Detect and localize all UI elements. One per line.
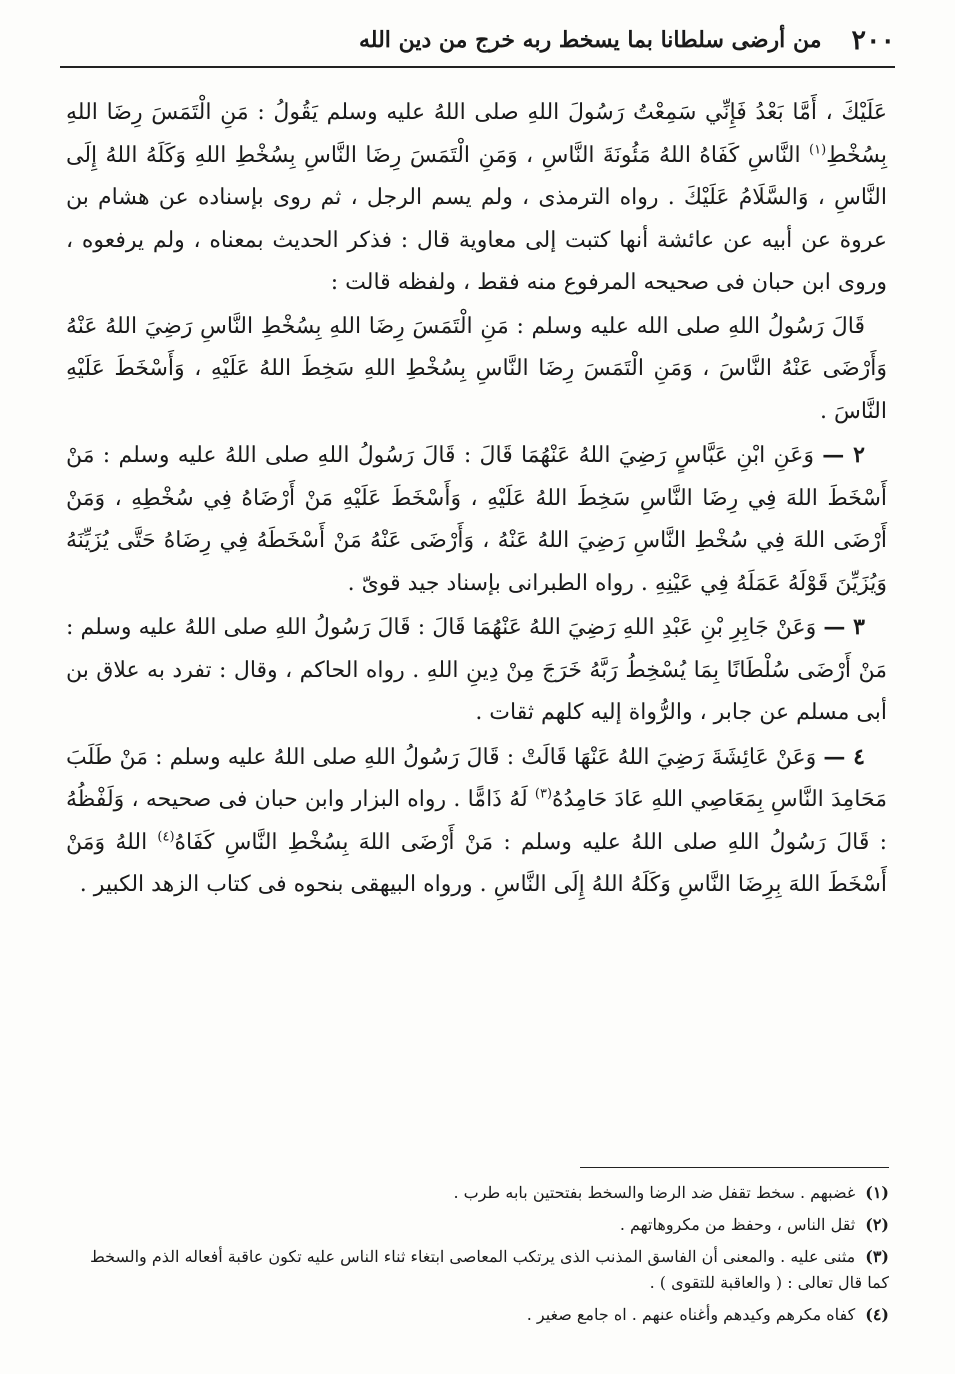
hadith-number: ٣ — [823, 614, 865, 640]
footnote-rule [580, 1167, 889, 1168]
footnote-3 [64, 1244, 889, 1296]
page-header [60, 18, 895, 62]
hadith-text-continued: لَهُ ذَامًّا . رواه البزار وابن حبان فى صحيحه ، وَلَفْظُهُ : قَالَ رَسُولُ اللهِ صلى اللهُ عليه وسلم : مَنْ أَرْضَى اللهَ بِسُخْطِ النَّاسِ كَفَاهُ [66, 787, 887, 855]
footnote-number: (٤) [865, 1305, 889, 1324]
footnote-ref-1[interactable]: (١) [809, 142, 827, 158]
header-rule [60, 66, 895, 68]
hadith-text: وَعَنْ جَابِرِ بْنِ عَبْدِ اللهِ رَضِيَ اللهُ عَنْهُمَا قَالَ : قَالَ رَسُولُ اللهِ صلى اللهُ عليه وسلم : مَنْ أَرْضَى سُلْطَانًا بِمَا يُسْخِطُ رَبَّهُ خَرَجَ مِنْ دِينِ اللهِ . رواه الحاكم ، وقال : تفرد به علاق بن أبى مسلم عن جابر ، والرُّواة إليه كلهم ثقات . [66, 615, 887, 725]
paragraph-intro [66, 92, 887, 305]
hadith-text: وَعَنِ ابْنِ عَبَّاسٍ رَضِيَ اللهُ عَنْهُمَا قَالَ : قَالَ رَسُولُ اللهِ صلى اللهُ عليه وسلم : مَنْ أَسْخَطَ اللهَ فِي رِضَا النَّاسِ سَخِطَ اللهُ عَلَيْهِ ، وَأَسْخَطَ عَلَيْهِ مَنْ أَرْضَاهُ فِي سُخْطِهِ ، وَمَنْ أَرْضَى اللهَ فِي سُخْطِ النَّاسِ رَضِيَ اللهُ عَنْهُ ، وَأَرْضَى عَنْهُ مَنْ أَسْخَطَهُ فِي رِضَاهُ حَتَّى يُزَيِّنَهُ وَيُزَيِّنَ قَوْلَهُ عَمَلَهُ فِي عَيْنِهِ . رواه الطبرانى بإسناد جيد قوىّ . [66, 443, 887, 596]
paragraph-ibn-hibban [66, 306, 887, 434]
hadith-text-end: اللهُ وَمَنْ أَسْخَطَ اللهَ بِرِضَا النَّاسِ وَكَلَهُ اللهُ إِلَى النَّاسِ . ورواه البيهقى بنحوه فى كتاب الزهد الكبير . [66, 829, 887, 897]
running-title: من أرضى سلطانا بما يسخط ربه خرج من دين الله [359, 27, 822, 53]
paragraph-text: قَالَ رَسُولُ اللهِ صلى الله عليه وسلم : مَنِ الْتَمَسَ رِضَا اللهِ بِسُخْطِ النَّاسِ رَضِيَ اللهُ عَنْهُ وَأَرْضَى عَنْهُ النَّاسَ ، وَمَنِ الْتَمَسَ رِضَا النَّاسِ بِسُخْطِ اللهِ سَخِطَ اللهُ عَلَيْهِ ، وَأَسْخَطَ عَلَيْهِ النَّاسَ . [66, 313, 887, 424]
footnote-1 [64, 1180, 889, 1206]
hadith-number: ٢ — [822, 442, 865, 468]
footnote-2 [64, 1212, 889, 1238]
footnote-number: (٣) [865, 1247, 889, 1266]
footnote-ref-3[interactable]: (٣) [534, 786, 553, 802]
hadith-number: ٤ — [823, 743, 865, 770]
hadith-2 [66, 434, 887, 605]
footnote-text: ثقل الناس ، وحفظ من مكروهاتهم . [619, 1215, 856, 1234]
footnote-text: كفاه مكرهم وكيدهم وأغناه عنهم . اه جامع صغير . [526, 1305, 856, 1324]
paragraph-text: عَلَيْكَ ، أَمَّا بَعْدُ فَإِنِّي سَمِعْتُ رَسُولَ اللهِ صلى اللهُ عليه وسلم يَقُولُ : مَنِ الْتَمَسَ رِضَا اللهِ بِسُخْطِ [66, 100, 887, 168]
main-text [66, 92, 887, 908]
footnote-ref-4[interactable]: (٤) [157, 829, 175, 845]
paragraph-text-continued: النَّاسِ كَفَاهُ اللهُ مَئُونَةَ النَّاسِ ، وَمَنِ الْتَمَسَ رِضَا النَّاسِ بِسُخْطِ اللهِ وَكَلَهُ اللهُ إِلَى النَّاسِ ، وَالسَّلَامُ عَلَيْكَ . رواه الترمذى ، ولم يسم الرجل ، ثم روى بإسناده عن هشام بن عروة عن أبيه عن عائشة أنها كتبت إلى معاوية قال : فذكر الحديث بمعناه ، ولم يرفعوه ، وروى ابن حبان فى صحيحه المرفوع منه فقط ، ولفظه قالت : [66, 142, 887, 295]
footnote-number: (١) [865, 1183, 889, 1202]
footnote-text: مثنى عليه . والمعنى أن الفاسق المذنب الذى يرتكب المعاصى ابتغاء ثناء الناس عليه تكون عاقبة أفعاله الذم والسخط كما قال تعالى : ( والعاقبة للتقوى ) . [89, 1247, 889, 1292]
footnote-4 [64, 1302, 889, 1328]
footnote-number: (٢) [865, 1215, 889, 1234]
page-number: ٢٠٠ [851, 24, 895, 56]
footnote-text: غضبهم . سخط تقفل ضد الرضا والسخط بفتحتين بابه طرب . [453, 1183, 856, 1202]
hadith-3 [66, 606, 887, 735]
hadith-4 [66, 736, 887, 907]
hadith-text: وَعَنْ عَائِشَةَ رَضِيَ اللهُ عَنْهَا قَالَتْ : قَالَ رَسُولُ اللهِ صلى اللهُ عليه وسلم : مَنْ طَلَبَ مَحَامِدَ النَّاسِ بِمَعَاصِي اللهِ عَادَ حَامِدُهُ [66, 744, 887, 812]
footnotes [64, 1180, 889, 1334]
